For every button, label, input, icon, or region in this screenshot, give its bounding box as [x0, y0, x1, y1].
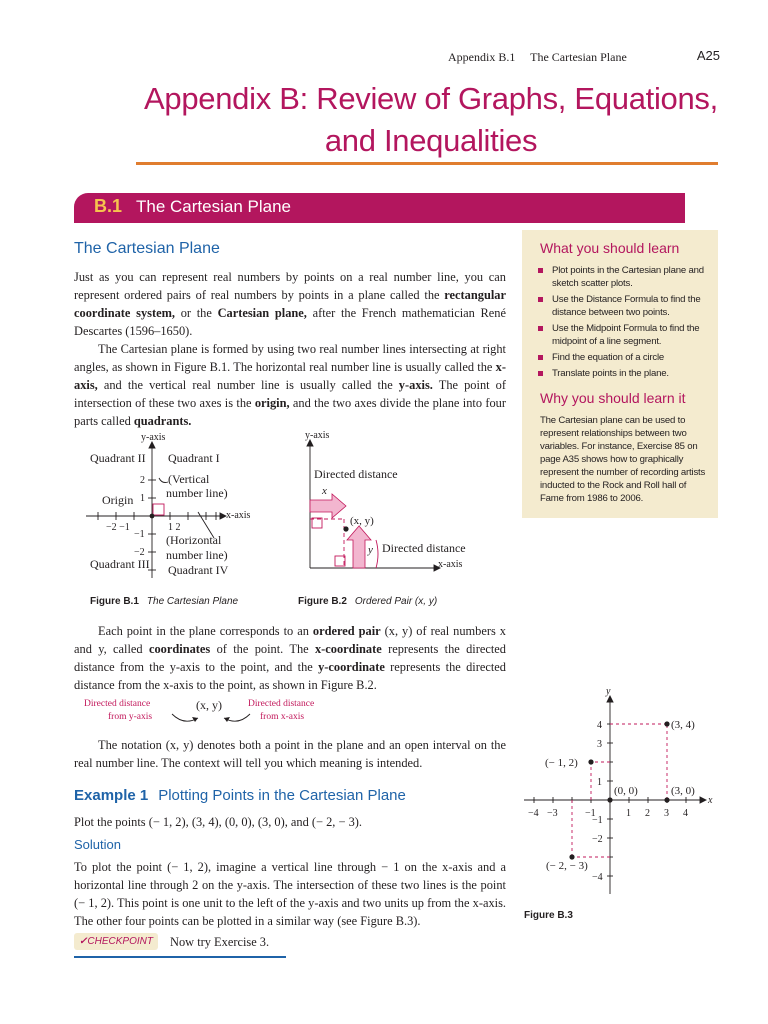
learn-item: Translate points in the plane.	[538, 367, 712, 380]
quadrant-1-label: Quadrant I	[168, 451, 220, 465]
fig1-ytick-neg2: −2	[134, 547, 145, 558]
learn-item: Use the Distance Formula to find the distance between two points.	[538, 293, 712, 319]
pair-text: (x, y)	[196, 698, 222, 712]
fig2-caption-label: Figure B.2	[298, 596, 347, 607]
paragraph-4: The notation (x, y) denotes both a point in the plane and an open interval on the real number line. The context will tell you which meaning is intended.	[74, 738, 506, 770]
text-run: and the vertical real number line is usually called the	[97, 378, 399, 392]
term-ordered-pair: ordered pair	[312, 624, 381, 638]
quadrant-2-label: Quadrant II	[90, 451, 146, 465]
example-label: Example 1	[74, 787, 149, 804]
fig2-x-axis-label: x-axis	[438, 559, 463, 570]
fig2-point-label: (x, y)	[350, 515, 374, 527]
pair-right-line2: from x-axis	[260, 712, 305, 722]
fig3-point-label: (3, 4)	[671, 719, 695, 731]
vertical-label-1: (Vertical	[168, 472, 210, 486]
fig1-caption	[90, 596, 238, 607]
fig3-ytick-label: −2	[592, 834, 603, 845]
fig3-xtick-label: 3	[664, 808, 669, 819]
vertical-label-2: number line)	[166, 486, 228, 500]
pair-right-line1: Directed distance	[248, 699, 315, 709]
text-run: The Cartesian plane is formed by using two real number lines intersecting at right angles, as shown in Figure B.1. The horizontal real number line is usually called the	[74, 342, 506, 374]
figure-b1	[74, 428, 274, 588]
origin-label: Origin	[102, 493, 134, 507]
section-bar	[74, 193, 685, 223]
running-head-title: The Cartesian Plane	[530, 50, 627, 64]
learn-list	[522, 264, 718, 380]
fig3-xtick-label: −3	[547, 808, 558, 819]
fig1-xticks-neg: −2 −1	[106, 522, 130, 533]
ordered-pair-diagram	[74, 694, 364, 734]
term-origin: origin,	[254, 396, 290, 410]
text-run: The point of intersection of these two axes is the	[74, 378, 506, 410]
example-title: Plotting Points in the Cartesian Plane	[158, 787, 406, 804]
figure-b3	[518, 686, 718, 906]
fig2-directed-y: Directed distance	[382, 541, 466, 555]
fig3-point-label: (3, 0)	[671, 785, 695, 797]
term-coordinates: coordinates	[148, 642, 211, 656]
fig3-point	[569, 854, 574, 859]
solution-text: To plot the point (− 1, 2), imagine a vertical line through − 1 on the x-axis and a horizontal line through 2 on the y-axis. The intersection of these two lines is the point (− 1, 2). This point is one unit to the left of the y-axis and two units up from the x-axis. The other four points can be plotted in a similar way (see Figure B.3).	[74, 860, 506, 928]
fig3-ytick-label: −4	[592, 872, 603, 883]
checkpoint-rule	[74, 956, 286, 958]
solution-heading: Solution	[74, 837, 121, 852]
quadrant-4-label: Quadrant IV	[168, 563, 229, 577]
term-x-coordinate: x-coordinate	[314, 642, 382, 656]
title-line-1: Appendix B: Review of Graphs, Equations,	[144, 81, 718, 116]
learn-heading: What you should learn	[540, 240, 680, 256]
checkpoint-text: Now try Exercise 3.	[170, 935, 270, 949]
fig2-caption-title: Ordered Pair (x, y)	[354, 596, 438, 607]
fig3-point-label: (− 1, 2)	[545, 757, 578, 769]
learn-item: Find the equation of a circle	[538, 351, 712, 364]
paragraph-2	[74, 340, 506, 430]
fig3-xtick-label: 2	[645, 808, 650, 819]
figure-b2	[290, 428, 480, 588]
paragraph-3	[74, 622, 506, 694]
fig3-caption: Figure B.3	[524, 910, 573, 921]
text-run: of the point. The	[210, 642, 315, 656]
text-run: represents the directed distance from the x-axis to the point, as shown in Figure B.2.	[74, 660, 506, 692]
fig1-caption-title: The Cartesian Plane	[146, 596, 239, 607]
why-heading: Why you should learn it	[540, 390, 686, 406]
fig1-ytick-1: 1	[140, 493, 145, 504]
paragraph-1	[74, 268, 506, 340]
fig1-ytick-2: 2	[140, 475, 145, 486]
intro-text	[74, 268, 506, 430]
fig1-caption-label: Figure B.1	[90, 596, 139, 607]
fig3-point	[664, 721, 669, 726]
text-run: or the	[175, 306, 218, 320]
quadrant-3-label: Quadrant III	[90, 557, 150, 571]
fig3-xtick-label: −1	[585, 808, 596, 819]
term-y-axis: y-axis.	[398, 378, 433, 392]
horizontal-label-2: number line)	[166, 548, 228, 562]
fig2-x-var: x	[322, 485, 327, 497]
fig3-ytick-label: 3	[597, 739, 602, 750]
fig3-y-label: y	[606, 686, 611, 697]
text-run: Just as you can represent real numbers by points on a real number line, you can represent ordered pairs of real numbers by points in a plane called the	[74, 270, 506, 302]
term-quadrants: quadrants.	[133, 414, 192, 428]
fig3-ytick-label: −1	[592, 815, 603, 826]
fig3-point	[588, 759, 593, 764]
learning-sidebar	[522, 230, 718, 518]
text-run: Each point in the plane corresponds to an	[98, 624, 313, 638]
example-heading	[74, 787, 406, 804]
fig2-y-axis-label: y-axis	[305, 430, 330, 441]
fig1-xticks-pos: 1 2	[168, 522, 181, 533]
notation-text	[74, 736, 506, 772]
fig3-x-label: x	[708, 795, 713, 806]
section-title: The Cartesian Plane	[136, 197, 291, 216]
fig3-point	[664, 797, 669, 802]
term-y-coordinate: y-coordinate	[318, 660, 385, 674]
fig3-point	[607, 797, 612, 802]
pair-left-line1: Directed distance	[84, 699, 151, 709]
term-x-axis: x-axis,	[74, 360, 506, 392]
fig1-x-axis-label: x-axis	[226, 510, 251, 521]
fig2-directed-x: Directed distance	[314, 467, 398, 481]
running-head-section: Appendix B.1	[448, 50, 516, 64]
text-run: after the French mathematician René Descartes (1596–1650).	[74, 306, 506, 338]
text-run: represents the directed distance from the y-axis to the point, and the	[74, 642, 507, 674]
checkpoint-label: CHECKPOINT	[87, 936, 153, 947]
fig3-xtick-label: 1	[626, 808, 631, 819]
fig3-point-label: (0, 0)	[614, 785, 638, 797]
fig1-ytick-neg1: −1	[134, 529, 145, 540]
page-title	[136, 78, 726, 162]
running-head	[448, 50, 720, 65]
fig2-y-var: y	[368, 544, 373, 556]
text-run: (x, y) of real numbers x and y, called	[74, 624, 506, 656]
fig3-ytick-label: 1	[597, 777, 602, 788]
horizontal-label-1: (Horizontal	[166, 533, 222, 547]
text-run: and the two axes divide the plane into four parts called	[74, 396, 506, 428]
term-cartesian: Cartesian plane,	[217, 306, 307, 320]
learn-item: Plot points in the Cartesian plane and sketch scatter plots.	[538, 264, 712, 290]
pair-left-line2: from y-axis	[108, 712, 153, 722]
fig3-xtick-label: 4	[683, 808, 688, 819]
page-number: A25	[696, 48, 720, 63]
checkpoint-badge: ✓CHECKPOINT	[74, 933, 158, 950]
subsection-heading: The Cartesian Plane	[74, 240, 220, 257]
fig3-point-label: (− 2, − 3)	[546, 860, 588, 872]
title-rule	[136, 162, 718, 165]
fig3-xtick-label: −4	[528, 808, 539, 819]
fig2-caption	[298, 596, 437, 607]
learn-item: Use the Midpoint Formula to find the midpoint of a line segment.	[538, 322, 712, 348]
example-prompt: Plot the points (− 1, 2), (3, 4), (0, 0), (3, 0), and (− 2, − 3).	[74, 815, 363, 829]
why-text: The Cartesian plane can be used to represent relationships between two variables. For instance, Exercise 85 on page A35 shows how to graphically represent the number of recording artists inducted to the Rock and Roll hall of Fame from 1986 to 2006.	[540, 415, 706, 504]
title-line-2: and Inequalities	[324, 123, 538, 158]
fig3-ytick-label: 4	[597, 720, 602, 731]
section-number: B.1	[94, 196, 123, 216]
term-rectangular: rectangular coordinate system,	[74, 288, 506, 320]
ordered-pair-text	[74, 622, 506, 694]
fig1-y-axis-label: y-axis	[141, 432, 166, 443]
